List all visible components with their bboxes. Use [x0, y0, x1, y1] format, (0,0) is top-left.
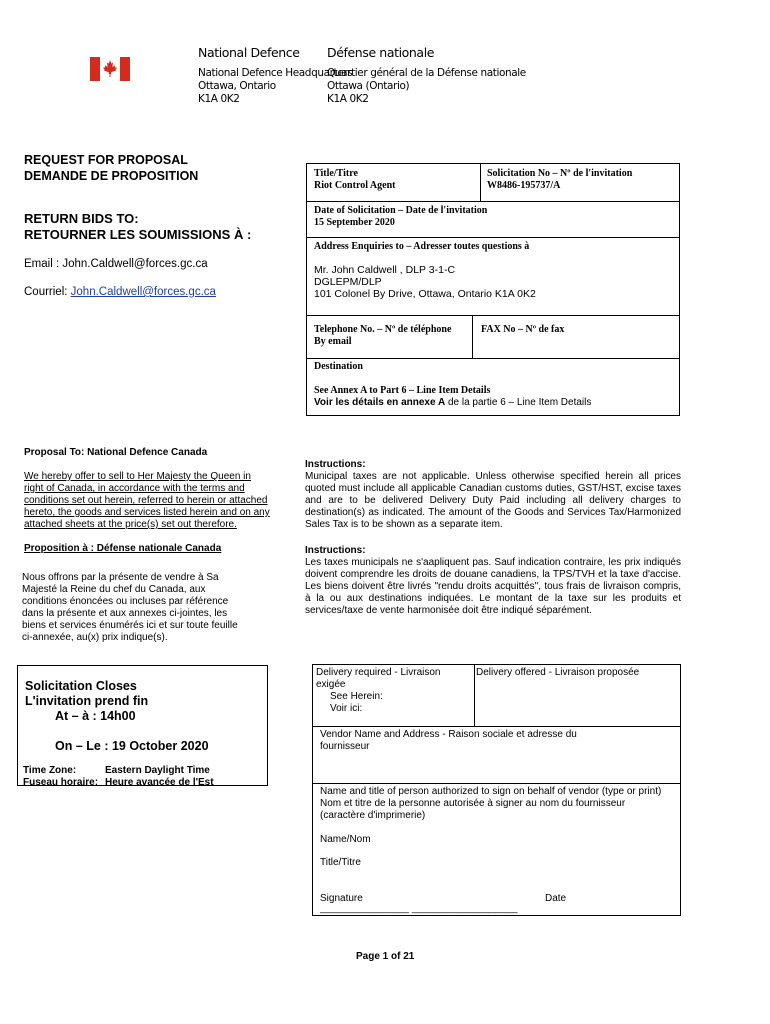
delivery-required-4: Voir ici: — [330, 703, 363, 714]
delivery-required-1: Delivery required - Livraison — [316, 667, 441, 678]
solicitation-no-cell — [487, 168, 632, 192]
email-line: Email : John.Caldwell@forces.gc.ca — [24, 258, 208, 270]
signature-field[interactable]: Signature — [320, 893, 363, 904]
auth-2: Nom et titre de la personne autorisée à signer au nom du fournisseur — [320, 798, 626, 809]
courriel-email-link[interactable]: John.Caldwell@forces.gc.ca — [70, 286, 216, 298]
courriel-label: Courriel: — [24, 286, 71, 298]
title-label: Title/Titre — [314, 168, 358, 179]
sol-value: W8486-195737/A — [487, 180, 561, 191]
destination-label: Destination — [314, 361, 363, 372]
page-number: Page 1 of 21 — [356, 951, 415, 962]
date-value: 15 September 2020 — [314, 217, 395, 228]
fr-hq: Quartier général de la Défense nationale — [327, 67, 526, 79]
dest-fr-rest: de la partie 6 – Line Item Details — [445, 397, 592, 408]
instructions-fr-body: Les taxes municipals ne s'aapliquent pas. Sauf indication contraire, les prix indiqués doivent comprendre les droits de douane canadiens, la TPS/TVH et la taxe d'accise. Les biens doivent être livrés "rendu droits acquittés", tous frais de livraison compris, à la ou aux destinations indiquées. Le montant de la taxe sur les produits et services/taxe de vente harmonisée doit être indiqué séparément. — [305, 557, 681, 616]
proposal-to: Proposal To: National Defence Canada — [24, 447, 208, 458]
solicitation-closes-box — [17, 665, 268, 786]
date-label: Date of Solicitation – Date de l'invitation — [314, 205, 488, 216]
closes-time: At – à : 14h00 — [55, 709, 136, 723]
instructions-fr — [305, 545, 681, 617]
title-value: Riot Control Agent — [314, 180, 396, 191]
closes-line1: Solicitation Closes — [25, 679, 137, 693]
destination-fr — [314, 397, 591, 408]
return-en: RETURN BIDS TO: — [24, 211, 139, 226]
en-postal: K1A 0K2 — [198, 93, 240, 105]
date-cell — [314, 205, 487, 229]
vendor-2: fournisseur — [320, 741, 370, 752]
return-bids — [24, 211, 251, 243]
solicitation-info-box — [306, 163, 680, 416]
en-dept: National Defence — [198, 45, 300, 60]
date-field[interactable]: Date — [545, 893, 567, 904]
contact-name: Mr. John Caldwell , DLP 3-1-C — [314, 264, 456, 276]
title-cell — [314, 168, 395, 192]
delivery-required-3: See Herein: — [330, 691, 383, 702]
header-fr — [327, 46, 526, 106]
proposition-fr: Proposition à : Défense nationale Canada — [24, 543, 222, 554]
instructions-fr-head: Instructions: — [305, 545, 366, 556]
offer-fr: Nous offrons par la présente de vendre à Sa Majesté la Reine du chef du Canada, aux conditions énoncées ou incluses par référence dans la présente et aux annexes ci-jointes, les biens et services énumérés ici et sur toute feuille ci-annexée, au(x) prix indique(s). — [22, 572, 238, 643]
timezone — [23, 765, 214, 786]
address-label: Address Enquiries to – Adresser toutes questions à — [314, 241, 530, 252]
tel-value: By email — [314, 336, 352, 347]
tel-label: Telephone No. – Nº de téléphone — [314, 324, 452, 335]
contact-org: DGLEPM/DLP — [314, 276, 382, 288]
sol-label: Solicitation No – Nº de l'invitation — [487, 168, 633, 179]
title-field[interactable]: Title/Titre — [320, 857, 361, 868]
closes-line2: L'invitation prend fin — [25, 694, 149, 708]
fr-postal: K1A 0K2 — [327, 93, 369, 105]
en-hq: National Defence Headquarters — [198, 67, 353, 79]
tz-value: Eastern Daylight Time — [105, 765, 210, 776]
tz-label: Time Zone: — [23, 765, 77, 776]
name-field[interactable]: Name/Nom — [320, 834, 371, 845]
request-title — [24, 152, 198, 184]
authorized-person — [320, 786, 661, 822]
fr-dept: Défense nationale — [327, 45, 435, 60]
title-en: REQUEST FOR PROPOSAL — [24, 153, 188, 167]
vendor-box — [312, 664, 681, 916]
closes-heading — [25, 679, 148, 724]
destination-en: See Annex A to Part 6 – Line Item Details — [314, 385, 491, 396]
canada-flag-icon — [90, 57, 130, 81]
title-fr: DEMANDE DE PROPOSITION — [24, 169, 199, 183]
contact-block — [314, 264, 536, 300]
return-fr: RETOURNER LES SOUMISSIONS À : — [24, 227, 252, 242]
contact-addr: 101 Colonel By Drive, Ottawa, Ontario K1A 0K2 — [314, 288, 536, 300]
offer-en: We hereby offer to sell to Her Majesty the Queen in right of Canada, in accordance with the terms and conditions set out herein, referred to herein or attached hereto, the goods and services listed herein and on any attached sheets at the price(s) set out therefore. — [24, 471, 270, 530]
delivery-required-2: exigée — [316, 679, 346, 690]
delivery-required — [316, 667, 441, 715]
auth-1: Name and title of person authorized to sign on behalf of vendor (type or print) — [320, 786, 662, 797]
en-city: Ottawa, Ontario — [198, 80, 276, 92]
fr-city: Ottawa (Ontario) — [327, 80, 410, 92]
instructions-en — [305, 459, 681, 531]
closes-date: On – Le : 19 October 2020 — [55, 739, 209, 753]
signature-line: ________________ ___________________ — [320, 903, 518, 914]
courriel-line — [24, 286, 216, 298]
vendor-1: Vendor Name and Address - Raison sociale et adresse du — [320, 729, 577, 740]
instructions-en-head: Instructions: — [305, 459, 366, 470]
auth-3: (caractère d'imprimerie) — [320, 810, 426, 821]
dest-fr-bold: Voir les détails en annexe A — [314, 397, 446, 408]
delivery-offered[interactable]: Delivery offered - Livraison proposée — [476, 667, 640, 678]
fuseau-label: Fuseau horaire: — [23, 777, 99, 786]
fax-cell: FAX No – Nº de fax — [481, 324, 565, 335]
fuseau-value: Heure avancée de l'Est — [105, 777, 214, 786]
vendor-name-address[interactable] — [320, 729, 577, 753]
instructions-en-body: Municipal taxes are not applicable. Unless otherwise specified herein all prices quoted must include all applicable Canadian customs duties, GST/HST, excise taxes and are to be delivered Delivery Duty Paid including all delivery charges to destination(s) as indicated. The amount of the Goods and Services Tax/Harmonized Sales Tax is to be shown as a separate item. — [305, 471, 681, 530]
telephone-cell — [314, 324, 451, 348]
